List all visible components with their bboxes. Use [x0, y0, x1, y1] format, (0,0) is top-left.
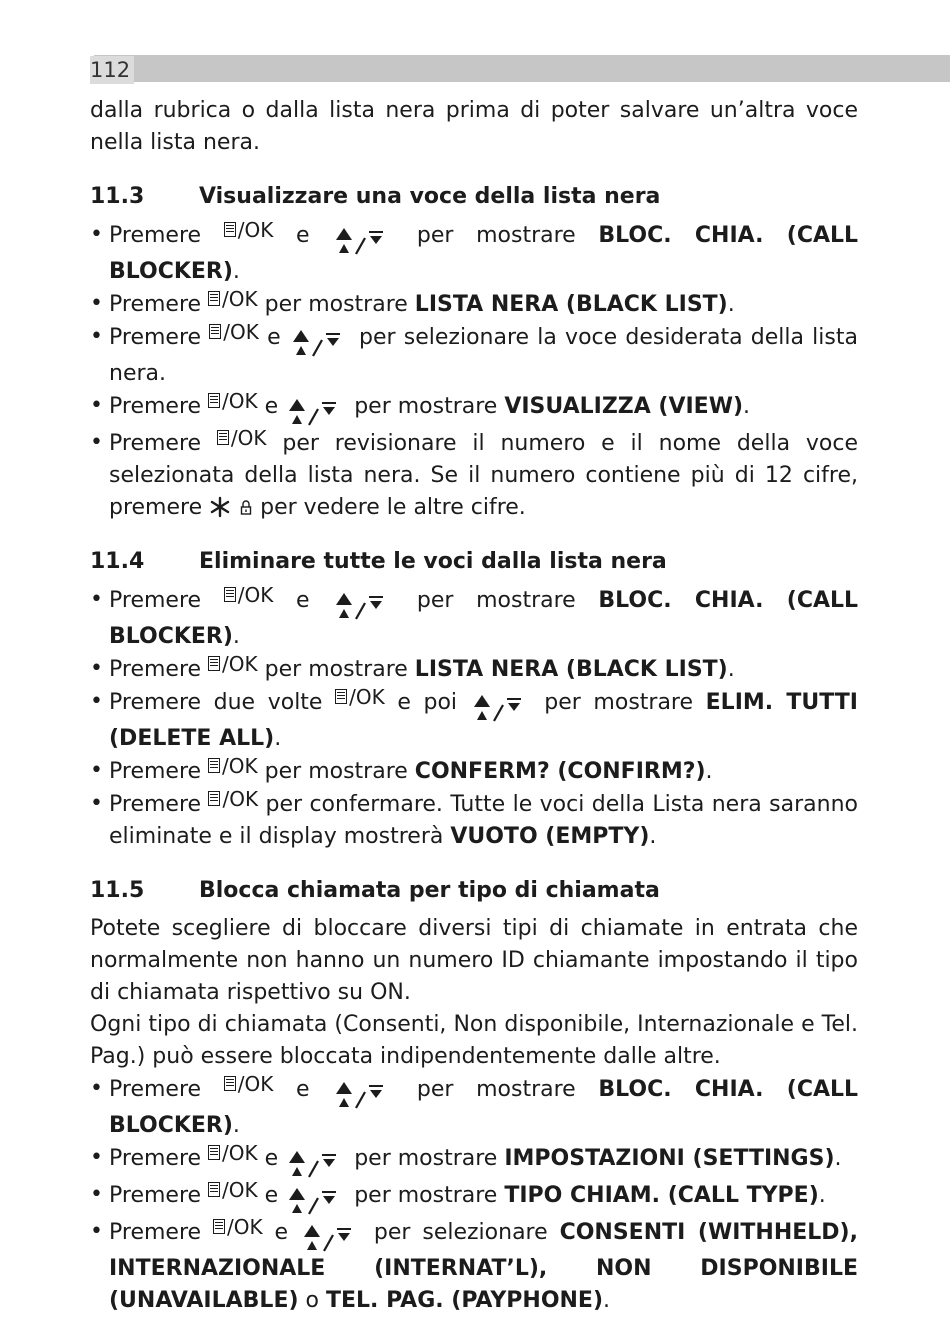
section-number: 11.5: [90, 878, 145, 903]
nav-up-down-icon: [332, 1078, 394, 1110]
instruction-item: [90, 288, 858, 321]
star-lock-key-icon: [209, 496, 253, 518]
step-text: Premere: [109, 1077, 202, 1102]
menu-icon: [208, 291, 220, 306]
step-text: Premere: [109, 657, 202, 682]
step-text: Premere due volte: [109, 690, 323, 715]
menu-option-name: CONFERM? (CONFIRM?): [414, 759, 706, 784]
instruction-item: [90, 1073, 858, 1142]
punctuation: .: [649, 824, 657, 849]
menu-ok-key: [213, 1211, 263, 1243]
menu-ok-key: [208, 1174, 258, 1206]
step-text: e: [264, 1183, 279, 1208]
menu-ok-label: /OK: [237, 583, 274, 607]
instruction-list: [90, 584, 858, 853]
punctuation: .: [274, 726, 282, 751]
instruction-item: [90, 788, 858, 853]
instruction-item: [90, 686, 858, 755]
step-text: e: [296, 1077, 310, 1102]
instruction-item: [90, 755, 858, 788]
menu-icon: [217, 430, 229, 445]
menu-icon: [335, 689, 347, 704]
instruction-item: [90, 653, 858, 686]
instruction-list: [90, 219, 858, 524]
menu-ok-label: /OK: [222, 754, 258, 778]
menu-option-name: LISTA NERA (BLACK LIST): [414, 657, 728, 682]
menu-icon: [208, 758, 220, 773]
punctuation: .: [727, 292, 735, 317]
menu-option-name: CONSENTI (WITHHELD), INTERNAZIONALE (INTERNAT’L), NON DISPONIBILE (UNAVAILABLE): [109, 1220, 858, 1313]
menu-option-name: ELIM. TUTTI (DELETE ALL): [109, 690, 858, 751]
menu-option-name: TIPO CHIAM. (CALL TYPE): [504, 1183, 819, 1208]
menu-ok-label: /OK: [222, 1141, 258, 1165]
menu-ok-label: /OK: [223, 320, 259, 344]
page-header-bar: [94, 55, 950, 82]
step-text: Premere: [109, 223, 202, 248]
section-title: Visualizzare una voce della lista nera: [199, 184, 661, 209]
step-text: per mostrare: [354, 394, 498, 419]
step-text: per mostrare: [544, 690, 694, 715]
step-text: e poi: [397, 690, 458, 715]
menu-ok-label: /OK: [230, 426, 267, 450]
step-text: e: [274, 1220, 289, 1245]
step-text: Premere: [109, 792, 202, 817]
menu-option-name: TEL. PAG. (PAYPHONE): [326, 1288, 604, 1313]
instruction-item: [90, 1142, 858, 1179]
body-paragraph: Ogni tipo di chiamata (Consenti, Non disponibile, Internazionale e Tel. Pag.) può essere bloccata indipendentemente dalle altre.: [90, 1012, 858, 1069]
section-11-4: [90, 546, 858, 853]
step-text: per mostrare: [416, 588, 576, 613]
menu-ok-key: [224, 1068, 274, 1100]
step-text: per selezionare la voce desiderata della lista nera.: [109, 325, 858, 386]
menu-icon: [208, 1145, 220, 1160]
step-text: per mostrare: [264, 759, 408, 784]
punctuation: .: [743, 394, 751, 419]
menu-ok-label: /OK: [222, 389, 258, 413]
menu-option-name: BLOC. CHIA. (CALL BLOCKER): [109, 588, 859, 649]
instruction-item: [90, 390, 858, 427]
step-text: per mostrare: [416, 1077, 576, 1102]
intro-paragraph: dalla rubrica o dalla lista nera prima di poter salvare un’altra voce nella lista nera.: [90, 98, 858, 155]
menu-icon: [213, 1219, 225, 1234]
step-text: per mostrare: [264, 292, 408, 317]
step-text: e: [264, 394, 279, 419]
step-text: o: [305, 1288, 319, 1313]
menu-ok-label: /OK: [222, 287, 258, 311]
punctuation: .: [232, 1113, 240, 1138]
instruction-item: [90, 427, 858, 524]
step-text: Premere: [109, 431, 202, 456]
section-11-5: [90, 875, 858, 1317]
punctuation: .: [705, 759, 713, 784]
section-title: Eliminare tutte le voci dalla lista nera: [199, 549, 667, 574]
step-text: per mostrare: [354, 1183, 498, 1208]
step-text: Premere: [109, 325, 202, 350]
menu-ok-label: /OK: [349, 685, 385, 709]
menu-ok-key: [209, 316, 259, 348]
step-text: e: [296, 223, 310, 248]
section-heading: [90, 875, 858, 907]
menu-ok-key: [224, 579, 274, 611]
menu-ok-key: [217, 422, 267, 454]
instruction-item: [90, 1216, 858, 1317]
step-text: e: [296, 588, 310, 613]
menu-icon: [208, 656, 220, 671]
instruction-item: [90, 584, 858, 653]
menu-ok-label: /OK: [226, 1215, 263, 1239]
menu-option-name: BLOC. CHIA. (CALL BLOCKER): [109, 223, 859, 284]
nav-up-down-icon: [332, 589, 394, 621]
nav-up-down-icon: [289, 326, 351, 358]
menu-ok-key: [224, 214, 274, 246]
step-text: per mostrare: [416, 223, 576, 248]
section-heading: [90, 546, 858, 578]
menu-ok-key: [208, 385, 258, 417]
menu-ok-label: /OK: [237, 218, 274, 242]
instruction-item: [90, 1179, 858, 1216]
nav-up-down-icon: [285, 1184, 347, 1216]
section-number: 11.4: [90, 549, 145, 574]
section-heading: [90, 181, 858, 213]
menu-ok-label: /OK: [237, 1072, 274, 1096]
menu-icon: [208, 1182, 220, 1197]
menu-icon: [208, 791, 220, 806]
step-text: per selezionare: [373, 1220, 548, 1245]
punctuation: .: [834, 1146, 842, 1171]
menu-icon: [224, 1076, 236, 1091]
menu-ok-key: [335, 681, 385, 713]
step-text: Premere: [109, 1183, 202, 1208]
menu-option-name: LISTA NERA (BLACK LIST): [414, 292, 728, 317]
section-number: 11.3: [90, 184, 145, 209]
punctuation: .: [818, 1183, 826, 1208]
step-text: per revisionare il numero e il nome della voce selezionata della lista nera. Se il numero contiene più di 12 cifre, premere: [109, 431, 859, 520]
step-text: per mostrare: [264, 657, 408, 682]
menu-option-name: BLOC. CHIA. (CALL BLOCKER): [109, 1077, 859, 1138]
step-text: e: [267, 325, 281, 350]
menu-icon: [224, 222, 236, 237]
menu-ok-key: [208, 750, 258, 782]
punctuation: .: [727, 657, 735, 682]
menu-ok-key: [208, 283, 258, 315]
nav-up-down-icon: [285, 1147, 347, 1179]
menu-ok-key: [208, 783, 258, 815]
section-title: Blocca chiamata per tipo di chiamata: [199, 878, 660, 903]
step-text: Premere: [109, 394, 202, 419]
step-text: e: [264, 1146, 279, 1171]
menu-ok-label: /OK: [222, 652, 258, 676]
step-text: Premere: [109, 1146, 202, 1171]
punctuation: .: [603, 1288, 611, 1313]
step-text: Premere: [109, 1220, 202, 1245]
step-text: per confermare. Tutte le voci della Lista nera saranno eliminate e il display mostrerà: [109, 792, 858, 849]
menu-icon: [224, 587, 236, 602]
menu-ok-key: [208, 1137, 258, 1169]
menu-ok-key: [208, 648, 258, 680]
section-11-3: [90, 181, 858, 524]
menu-ok-label: /OK: [222, 1178, 258, 1202]
instruction-item: [90, 321, 858, 390]
punctuation: .: [232, 259, 240, 284]
nav-up-down-icon: [470, 691, 532, 723]
step-text: Premere: [109, 588, 202, 613]
step-text: Premere: [109, 292, 202, 317]
menu-icon: [208, 393, 220, 408]
body-paragraph: Potete scegliere di bloccare diversi tipi di chiamate in entrata che normalmente non hanno un numero ID chiamante impostando il tipo di chiamata rispettivo su ON.: [90, 916, 858, 1005]
menu-icon: [209, 324, 221, 339]
step-text: Premere: [109, 759, 202, 784]
step-text: per mostrare: [354, 1146, 498, 1171]
menu-option-name: IMPOSTAZIONI (SETTINGS): [504, 1146, 835, 1171]
menu-option-name: VISUALIZZA (VIEW): [504, 394, 744, 419]
page-number: 112: [90, 56, 134, 84]
menu-option-name: VUOTO (EMPTY): [450, 824, 650, 849]
instruction-item: [90, 219, 858, 288]
nav-up-down-icon: [285, 395, 347, 427]
nav-up-down-icon: [332, 224, 394, 256]
punctuation: .: [232, 624, 240, 649]
page-content: [90, 95, 858, 1317]
nav-up-down-icon: [300, 1221, 362, 1253]
sections-container: [90, 181, 858, 1317]
instruction-list: [90, 1073, 858, 1317]
step-text: per vedere le altre cifre.: [260, 495, 526, 520]
menu-ok-label: /OK: [222, 787, 259, 811]
